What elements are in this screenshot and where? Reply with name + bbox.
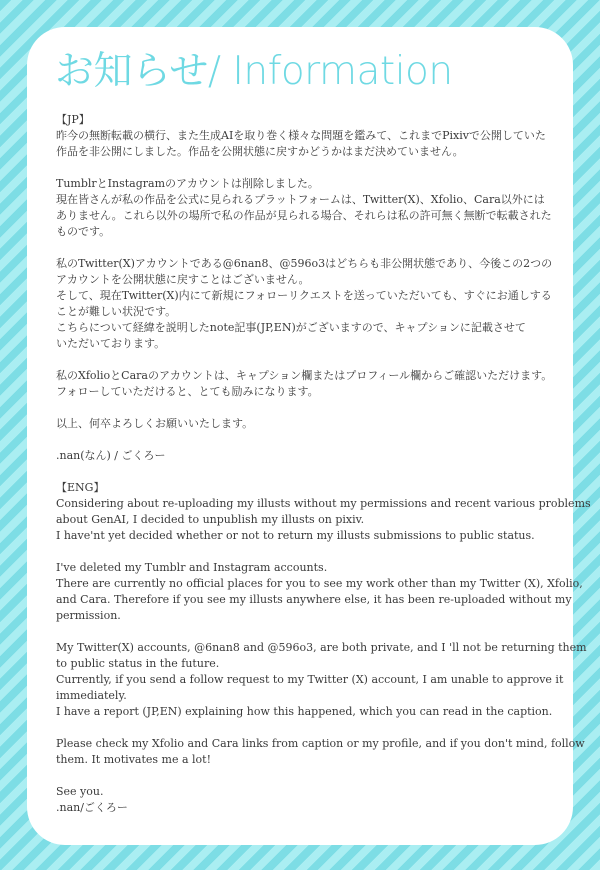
jp-heading: 【JP】	[56, 113, 90, 126]
en-paragraph	[56, 496, 591, 544]
jp-text-line: ことが難しい状況です。	[56, 305, 177, 318]
en-text-line: them. It motivates me a lot!	[56, 753, 212, 766]
en-text-line: Currently, if you send a follow request to my Twitter (X) account, I am unable to approve it	[56, 673, 564, 686]
jp-text-line: こちらについて経緯を説明したnote記事(JP,EN)がございますので、キャプションに記載させて	[56, 321, 526, 334]
en-text-line: Please check my Xfolio and Cara links from caption or my profile, and if you don't mind, follow	[56, 737, 585, 750]
jp-paragraphs	[56, 128, 553, 464]
jp-text-line: 以上、何卒よろしくお願いいたします。	[56, 417, 254, 430]
en-text-line: about GenAI, I decided to unpublish my illusts on pixiv.	[56, 513, 365, 526]
en-text-line: and Cara. Therefore if you see my illusts anywhere else, it has been re-uploaded without my	[56, 593, 572, 606]
jp-text-line: アカウントを公開状態に戻すことはございません。	[56, 273, 310, 286]
jp-text-line: 昨今の無断転載の横行、また生成AIを取り巻く様々な問題を鑑みて、これまでPixivで公開していた	[56, 129, 546, 142]
en-paragraphs	[56, 496, 591, 816]
jp-text-line: 作品を非公開にしました。作品を公開状態に戻すかどうかはまだ決めていません。	[56, 145, 464, 158]
en-paragraph	[56, 736, 585, 768]
jp-text-line: フォローしていただけると、とても励みになります。	[56, 385, 319, 398]
en-section	[56, 480, 591, 816]
en-paragraph	[56, 560, 583, 624]
en-heading: 【ENG】	[56, 481, 105, 494]
en-text-line: See you.	[56, 785, 104, 798]
jp-text-line: 現在皆さんが私の作品を公式に見られるプラットフォームは、Twitter(X)、Xfolio、Cara以外には	[56, 193, 545, 206]
jp-paragraph	[56, 368, 553, 400]
notice-body	[56, 112, 591, 832]
en-text-line: I've deleted my Tumblr and Instagram accounts.	[56, 561, 328, 574]
jp-text-line: いただいております。	[56, 337, 166, 350]
jp-paragraph	[56, 256, 553, 352]
jp-text-line: 私のXfolioとCaraのアカウントは、キャプション欄またはプロフィール欄からご確認いただけます。	[56, 369, 553, 382]
en-text-line: permission.	[56, 609, 121, 622]
jp-text-line: ものです。	[56, 225, 111, 238]
jp-section	[56, 112, 553, 464]
jp-text-line: ありません。これら以外の場所で私の作品が見られる場合、それらは私の許可無く無断で転載された	[56, 209, 552, 222]
en-text-line: My Twitter(X) accounts, @6nan8 and @596o3, are both private, and I 'll not be returning them	[56, 641, 587, 654]
jp-paragraph	[56, 176, 552, 240]
en-text-line: immediately.	[56, 689, 127, 702]
en-paragraph	[56, 784, 546, 816]
jp-paragraph	[56, 448, 546, 464]
en-text-line: I have'nt yet decided whether or not to return my illusts submissions to public status.	[56, 529, 535, 542]
en-text-line: There are currently no official places for you to see my work other than my Twitter (X), Xfolio,	[56, 577, 583, 590]
jp-text-line: TumblrとInstagramのアカウントは削除しました。	[56, 177, 319, 190]
en-text-line: to public status in the future.	[56, 657, 220, 670]
en-paragraph	[56, 640, 587, 720]
jp-text-line: そして、現在Twitter(X)内にて新規にフォローリクエストを送っていただいても、すぐにお通しする	[56, 289, 552, 302]
page-title: お知らせ/ Information	[55, 49, 453, 94]
jp-paragraph	[56, 416, 546, 432]
jp-text-line: 私のTwitter(X)アカウントである@6nan8、@596o3はどちらも非公開状態であり、今後この2つの	[56, 257, 553, 270]
en-text-line: Considering about re-uploading my illusts without my permissions and recent various problems	[56, 497, 591, 510]
en-text-line: I have a report (JP,EN) explaining how this happened, which you can read in the caption.	[56, 705, 553, 718]
jp-paragraph	[56, 128, 546, 160]
en-text-line: .nan/ごくろー	[56, 801, 128, 814]
jp-text-line: .nan(なん) / ごくろー	[56, 449, 166, 462]
